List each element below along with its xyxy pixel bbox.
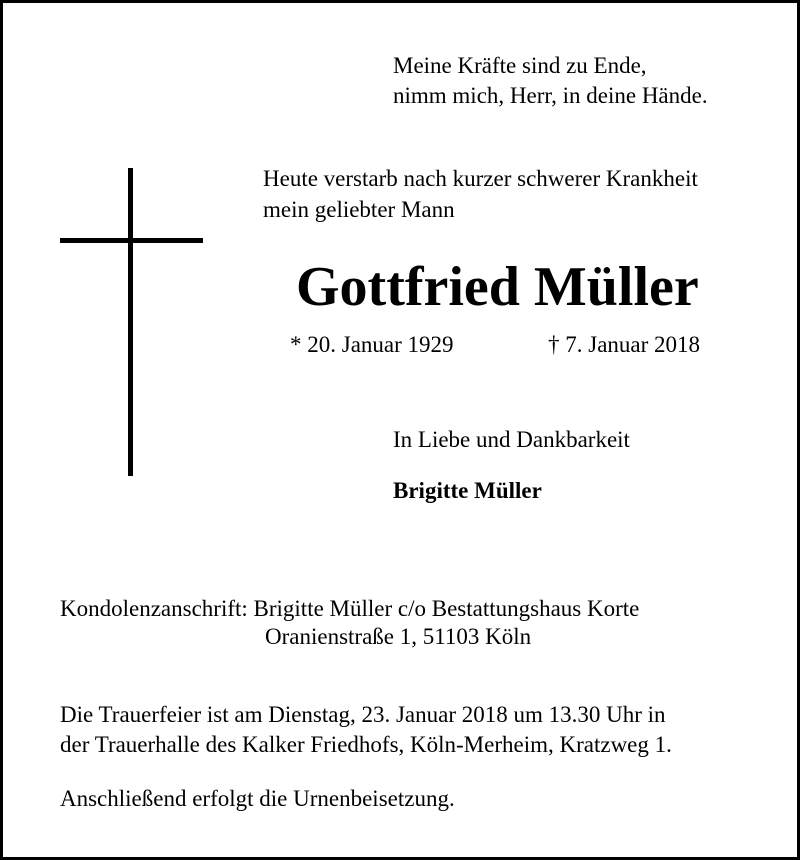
condolence-line-1: Kondolenzanschrift: Brigitte Müller c/o Bestattungshaus Korte xyxy=(60,596,640,621)
deceased-name: Gottfried Müller xyxy=(296,256,699,318)
funeral-line-2: der Trauerhalle des Kalker Friedhofs, Köln-Merheim, Kratzweg 1. xyxy=(60,732,672,757)
mourners-intro: In Liebe und Dankbarkeit xyxy=(393,427,630,452)
death-date: † 7. Januar 2018 xyxy=(548,332,701,357)
mourner-name: Brigitte Müller xyxy=(393,478,542,503)
cross-horizontal-beam xyxy=(60,238,203,243)
cross-vertical-beam xyxy=(128,168,133,476)
birth-date: * 20. Januar 1929 xyxy=(290,332,454,357)
announcement-line-1: Heute verstarb nach kurzer schwerer Krankheit xyxy=(263,166,698,191)
motto-line-2: nimm mich, Herr, in deine Hände. xyxy=(393,83,708,108)
motto-line-1: Meine Kräfte sind zu Ende, xyxy=(393,53,647,78)
condolence-address: Oranienstraße 1, 51103 Köln xyxy=(265,624,532,649)
burial-line: Anschließend erfolgt die Urnenbeisetzung. xyxy=(60,786,455,811)
funeral-line-1: Die Trauerfeier ist am Dienstag, 23. Januar 2018 um 13.30 Uhr in xyxy=(60,702,666,727)
announcement-line-2: mein geliebter Mann xyxy=(263,197,455,222)
